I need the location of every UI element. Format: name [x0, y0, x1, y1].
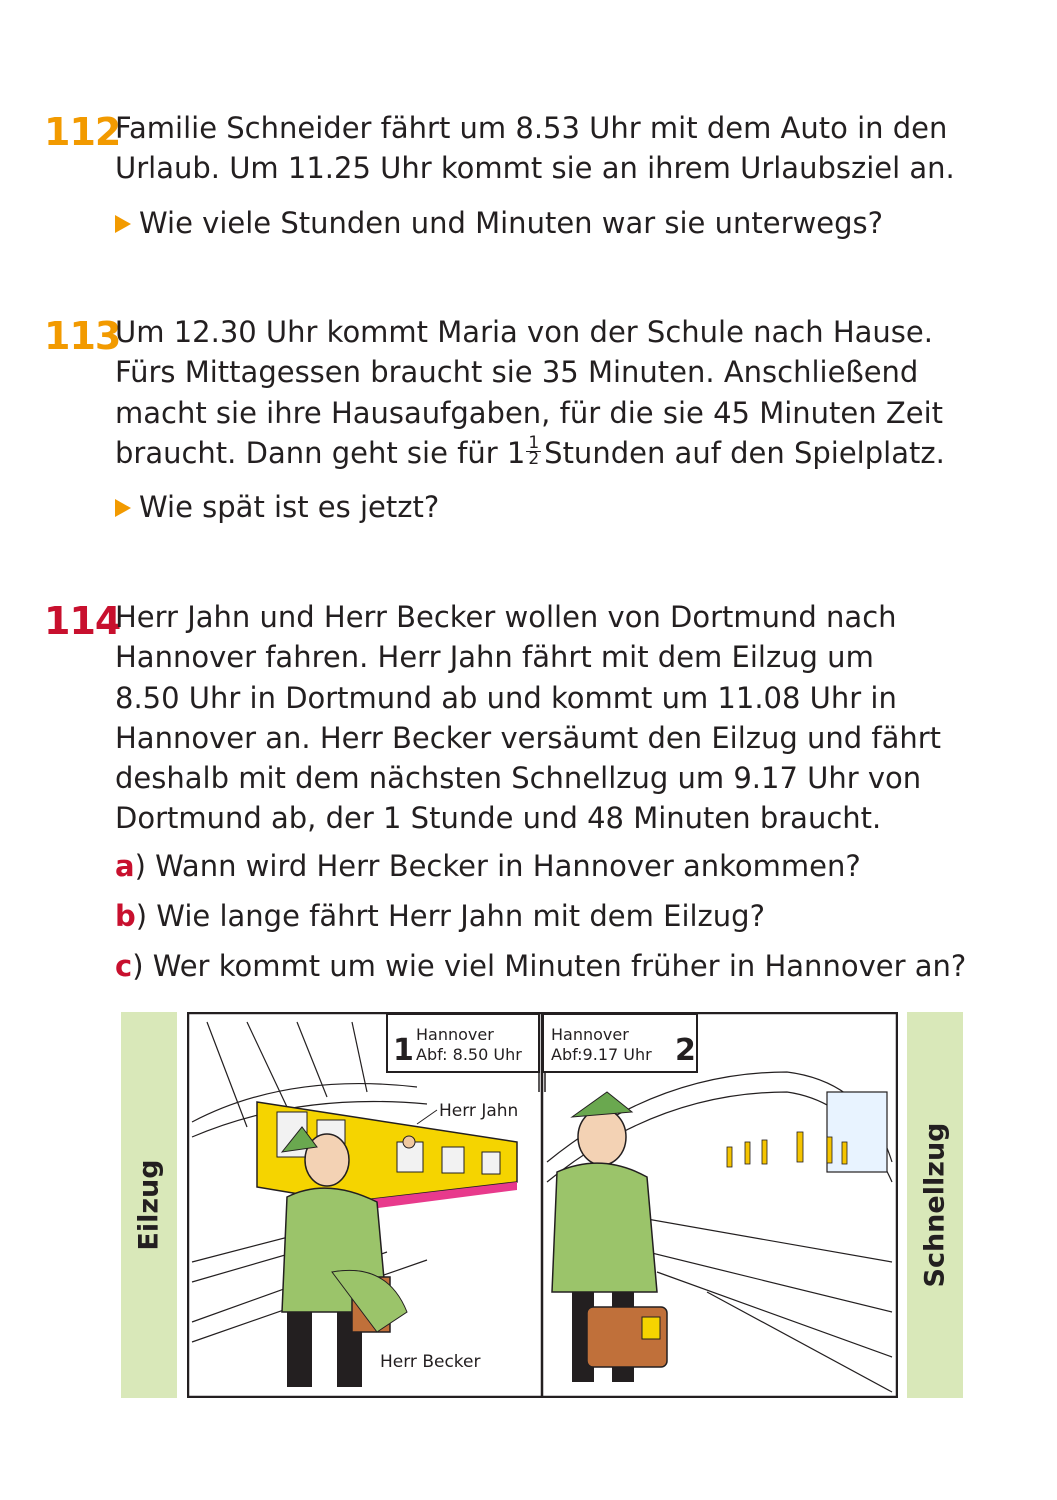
text-segment: Stunden auf den Spielplatz.	[544, 435, 945, 470]
schnellzug-label: Schnellzug	[919, 1122, 951, 1288]
text-line: deshalb mit dem nächsten Schnellzug um 9.17 Uhr von	[115, 761, 922, 796]
caption-herr-becker: Herr Becker	[380, 1352, 481, 1372]
task-number: 112	[44, 110, 121, 154]
text-line: Fürs Mittagessen braucht sie 35 Minuten. Anschließend	[115, 355, 919, 390]
subquestion-a	[115, 841, 1015, 891]
sign-departure-2: Abf:9.17 Uhr	[551, 1045, 652, 1064]
subquestion-letter: c	[115, 948, 133, 983]
task-number: 114	[44, 599, 121, 643]
question	[115, 487, 1015, 527]
sign-departure-1: Abf: 8.50 Uhr	[416, 1045, 522, 1064]
sign-city-1: Hannover	[416, 1025, 494, 1044]
subquestion-text: ) Wann wird Herr Becker in Hannover ankommen?	[134, 848, 861, 883]
subquestion-letter: b	[115, 898, 136, 933]
question-text: Wie viele Stunden und Minuten war sie unterwegs?	[139, 205, 883, 240]
task-text	[115, 312, 1015, 527]
text-segment: braucht. Dann geht sie für 1	[115, 435, 526, 470]
subquestion-text: ) Wer kommt um wie viel Minuten früher in Hannover an?	[132, 948, 967, 983]
subquestion-text: ) Wie lange fährt Herr Jahn mit dem Eilzug?	[135, 898, 765, 933]
text-line: Herr Jahn und Herr Becker wollen von Dortmund nach	[115, 600, 897, 634]
fraction-numerator: 1	[528, 433, 540, 454]
eilzug-panel	[121, 1012, 177, 1398]
sign-city-2: Hannover	[551, 1025, 629, 1044]
question-text: Wie spät ist es jetzt?	[139, 490, 440, 525]
task-number: 113	[44, 314, 121, 358]
text-line: Hannover an. Herr Becker versäumt den Eilzug und fährt	[115, 720, 942, 755]
eilzug-label: Eilzug	[133, 1159, 165, 1251]
schnellzug-panel	[907, 1012, 963, 1398]
text-line: Dortmund ab, der 1 Stunde und 48 Minuten braucht.	[115, 801, 882, 836]
arrow-icon	[115, 215, 131, 233]
text-line: Urlaub. Um 11.25 Uhr kommt sie an ihrem Urlaubsziel an.	[115, 151, 955, 186]
text-line: Familie Schneider fährt um 8.53 Uhr mit dem Auto in den	[115, 111, 948, 145]
caption-herr-jahn: Herr Jahn	[439, 1101, 519, 1121]
text-line: macht sie ihre Hausaufgaben, für die sie 45 Minuten Zeit	[115, 395, 944, 430]
task-text	[115, 597, 1015, 991]
fraction	[526, 433, 541, 470]
fraction-denominator: 2	[528, 449, 540, 470]
platform-number-1: 1	[393, 1033, 414, 1068]
task-text	[115, 108, 1015, 243]
text-line: Hannover fahren. Herr Jahn fährt mit dem Eilzug um	[115, 640, 874, 675]
subquestion-b	[115, 891, 1015, 941]
arrow-icon	[115, 499, 131, 517]
text-line: 8.50 Uhr in Dortmund ab und kommt um 11.08 Uhr in	[115, 680, 897, 715]
question	[115, 203, 1015, 243]
subquestion-c	[115, 941, 1015, 991]
platform-number-2: 2	[675, 1033, 696, 1068]
text-line: Um 12.30 Uhr kommt Maria von der Schule nach Hause.	[115, 315, 933, 349]
text-line	[115, 433, 1015, 473]
train-station-cartoon	[187, 1012, 898, 1398]
subquestion-letter: a	[115, 848, 135, 883]
